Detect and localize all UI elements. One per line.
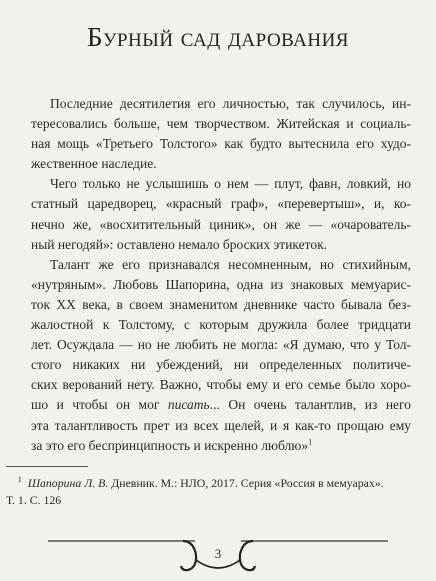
paragraph-1 (31, 94, 411, 174)
text-line: ная мощь «Третьего Толстого» как будто вытеснила его худо- (31, 136, 411, 152)
italic-word: писать (167, 397, 210, 413)
text-line: «нутряным». Любовь Шапорина, одна из знаковых мемуарис- (31, 276, 411, 292)
paragraph-2 (31, 174, 411, 254)
text-line-with-italic: шо и чтобы он мог писать... Он очень талантлив, из него (31, 397, 411, 413)
chapter-title: Бурный сад дарования (87, 22, 349, 53)
footnote-line (6, 475, 418, 492)
text-line: нечно же, «восхитительный циник», он же — «очарователь- (31, 216, 411, 232)
text-line: Последние десятилетия его личностью, так случилось, ин- (50, 96, 411, 111)
footnote-author: Шапорина Л. В. (27, 476, 109, 490)
text-line: тересовались больше, чем творчеством. Житейская и социаль- (31, 116, 411, 132)
footnote-rule (6, 466, 88, 467)
footnote (6, 475, 418, 509)
footnote-line-2: Т. 1. С. 126 (6, 493, 62, 507)
text-line: эта талантливость прет из всех щелей, и я как-то прощаю ему (31, 417, 411, 433)
text-line: ный негодяй»: оставлено немало броских этикеток. (31, 236, 328, 252)
footnote-number: 1 (17, 475, 22, 485)
text-line: ток XX века, в своем знаменитом дневнике часто бывала без- (31, 296, 411, 312)
text-line: за это его беспринципность и искренно люблю»$^1$ (31, 437, 313, 453)
page-number: 3 (214, 546, 222, 561)
text-line: ских верований нету. Важно, чтобы ему и его семье было хоро- (31, 377, 411, 393)
paragraph-3 (31, 255, 411, 456)
footnote-text: Дневник. М.: НЛО, 2017. Серия «Россия в мемуарах». (111, 476, 384, 490)
footnote-marker[interactable]: 1 (308, 437, 313, 447)
text-line: Талант же его признавался несомненным, но стихийным, (50, 256, 411, 272)
body-text (31, 94, 411, 456)
text-line: Чего только не услышишь о нем — плут, фавн, ловкий, но (50, 176, 411, 192)
text-line: жественное наследие. (31, 156, 157, 172)
text-line: лет. Осуждала — но не любить не могла: «Я думаю, что у Тол- (31, 337, 411, 353)
text-line: жалостной к Толстому, с которым дружила более тридцати (31, 317, 411, 333)
text-line: статный царедворец, «красный граф», «перевертыш», и, ко- (31, 196, 411, 212)
text-line: стого никаких ни убеждений, ни определенных политиче- (31, 357, 411, 373)
